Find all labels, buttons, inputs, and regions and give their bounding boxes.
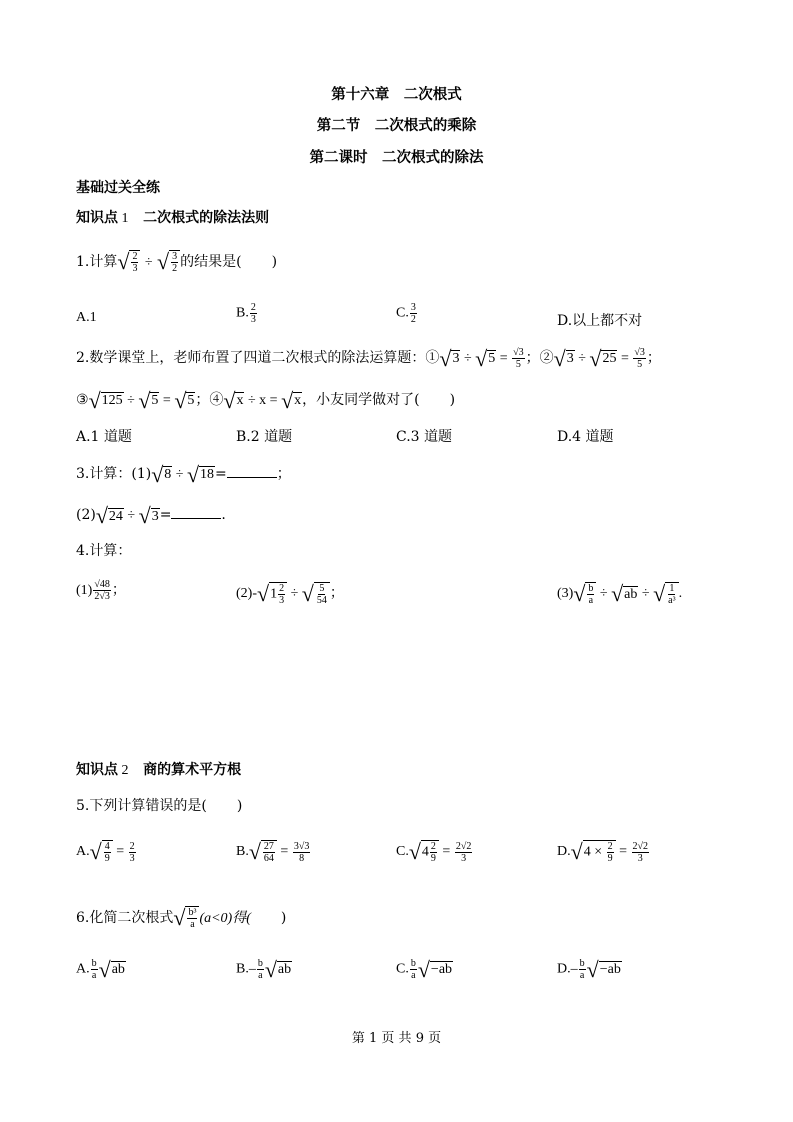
q2-close: ) [449, 392, 456, 408]
q5-d-label: D. [557, 844, 571, 860]
question-2-line-2: ③√125 ÷ √5 = √5；④√x ÷ x = √x，小友同学做对了( ) [76, 387, 456, 413]
q6-c-label: C. [396, 961, 409, 977]
question-6: 6.化简二次根式√ $\frac{\text{b³}}{a}$ (a<0)得( ) [76, 905, 287, 930]
q4-p1: (1) [76, 583, 93, 598]
q3-dot: . [221, 507, 226, 524]
question-2-line-1: 2.数学课堂上，老师布置了四道二次根式的除法运算题：①√3 ÷ √5 = $\frac{√3}{5}$ ；②√3 ÷ √25 = $\frac{√3}{5}$ ； [76, 345, 661, 371]
q3-answer-blank-1[interactable] [227, 477, 277, 478]
q2-option-c[interactable]: C.3 道题 [396, 429, 453, 445]
q4-p3: (3) [557, 586, 574, 602]
q5-close: ) [236, 798, 243, 814]
q2-line2-end: ，小友同学做对了( [302, 392, 420, 408]
q6-a-label: A. [76, 961, 90, 977]
q1-c-label: C. [396, 305, 409, 321]
q3-eq-1: = [215, 466, 227, 482]
chapter-title: 第十六章 二次根式 [331, 87, 462, 103]
kp2-num: 2 [121, 763, 129, 778]
q2-line2-start: ③ [76, 392, 89, 408]
q2-option-d[interactable]: D.4 道题 [557, 429, 614, 445]
q5-c-label: C. [396, 844, 409, 860]
q4-p2: (2)- [236, 586, 257, 602]
q2-line1: 2.数学课堂上，老师布置了四道二次根式的除法运算题：① [76, 350, 440, 366]
q6-option-b[interactable]: B.– $\frac{b}{a}$ √ab [236, 956, 292, 982]
q3-lead: 3.计算：(1) [76, 466, 152, 482]
kp2-prefix: 知识点 [76, 762, 118, 778]
q6-lead: 6.化简二次根式 [76, 910, 174, 926]
q2-sep3: ；④ [195, 392, 224, 408]
q5-a-label: A. [76, 844, 90, 860]
q3-semi: ； [276, 466, 291, 482]
q5-option-c[interactable]: C.√4 $\frac{2}{9}$ = $\frac{2√2}{3}$ [396, 839, 472, 864]
q4-semi-1: ； [111, 583, 126, 598]
kp1-prefix: 知识点 [76, 210, 118, 226]
section-title: 第二节 二次根式的乘除 [316, 118, 477, 134]
q1-b-label: B. [236, 305, 249, 321]
q3-eq-2: = [159, 507, 172, 524]
kp2-title: 商的算术平方根 [143, 762, 242, 778]
q4-part-2: (2)-√1 $\frac{2}{3}$ ÷ √ $\frac{5}{54}$ ； [236, 581, 344, 606]
knowledge-point-2 [76, 759, 241, 779]
knowledge-point-1 [76, 207, 269, 227]
q2-option-a[interactable]: A.1 道题 [76, 429, 132, 445]
question-5 [76, 795, 242, 815]
q4-dot: . [678, 586, 683, 602]
q5-option-d[interactable]: D.√4 × $\frac{2}{9}$ = $\frac{2√2}{3}$ [557, 839, 649, 864]
q4-semi-2: ； [329, 586, 344, 602]
question-4: 4.计算： [76, 543, 132, 559]
kp1-title: 二次根式的除法法则 [143, 210, 270, 226]
q2-sep: ；② [525, 350, 554, 366]
q5-lead: 5.下列计算错误的是( [76, 798, 207, 814]
question-3-part-2: (2)√24 ÷ √3= . [76, 503, 226, 528]
q1-close: ) [271, 254, 278, 270]
q6-cond: (a<0)得( [199, 911, 251, 926]
q5-option-b[interactable]: B.√ $\frac{27}{64}$ = $\frac{3√3}{8}$ [236, 839, 310, 864]
practice-heading: 基础过关全练 [76, 180, 160, 196]
q4-part-1: (1) $\frac{√48}{2√3}$ ； [76, 579, 126, 603]
q1-option-b[interactable]: B. $\frac{2}{3}$ [236, 302, 256, 325]
q6-b-label: B.– [236, 961, 256, 977]
q3-lead2: (2) [76, 507, 96, 524]
q1-lead: 1.计算 [76, 254, 118, 270]
q5-option-a[interactable]: A.√ $\frac{4}{9}$ = $\frac{2}{3}$ [76, 839, 135, 864]
q1-option-d[interactable]: D.以上都不对 [557, 313, 643, 329]
kp1-num: 1 [121, 211, 129, 226]
question-3-part-1: 3.计算：(1)√8 ÷ √18= ； [76, 461, 291, 487]
lesson-title: 第二课时 二次根式的除法 [309, 150, 484, 166]
q3-answer-blank-2[interactable] [171, 518, 221, 519]
q6-option-d[interactable]: D.– $\frac{b}{a}$ √−ab [557, 956, 621, 982]
q6-option-a[interactable]: A. $\frac{b}{a}$ √ab [76, 956, 125, 982]
question-1: 1.计算√ $\frac{2}{3}$ ÷ √ $\frac{3}{2}$ 的结果是( ) [76, 249, 278, 274]
q1-option-c[interactable]: C. $\frac{3}{2}$ [396, 302, 416, 325]
q6-d-label: D.– [557, 961, 578, 977]
page-footer: 第 1 页 共 9 页 [351, 1031, 442, 1046]
q6-option-c[interactable]: C. $\frac{b}{a}$ √−ab [396, 956, 453, 982]
q1-tail: 的结果是( [180, 254, 242, 270]
q5-b-label: B. [236, 844, 249, 860]
q1-option-a[interactable]: A.1 [76, 310, 97, 325]
q2-sep2: ； [646, 350, 661, 366]
q2-option-b[interactable]: B.2 道题 [236, 429, 293, 445]
q4-part-3: (3)√ $\frac{b}{a}$ ÷ √ab ÷ √ $\frac{1}{\text{a³}}$ . [557, 581, 683, 606]
q6-close: ) [280, 910, 287, 926]
